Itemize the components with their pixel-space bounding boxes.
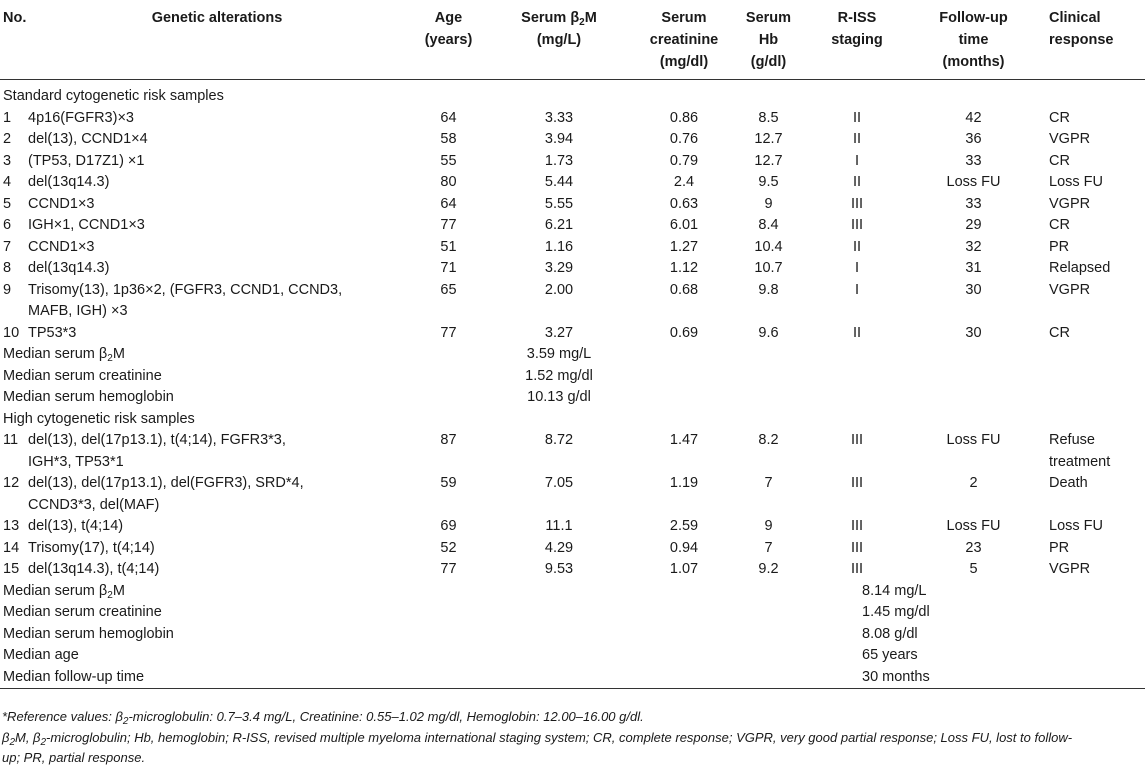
cell-response: VGPR [1049, 281, 1091, 298]
cell-riss: I [854, 260, 860, 276]
cell-riss: II [852, 238, 862, 255]
cell-riss: II [852, 174, 862, 190]
cell-creatinine: 1.12 [669, 260, 699, 276]
cell-followup: 29 [965, 217, 982, 233]
cell-creatinine: 2.4 [673, 174, 695, 190]
col-header-age: Age (years) [424, 10, 473, 48]
cell-age: 77 [440, 217, 457, 233]
median-value: 8.08 g/dl [862, 625, 918, 642]
cell-followup: 2 [969, 475, 978, 491]
cell-age: 51 [440, 238, 457, 255]
cell-followup: 33 [965, 152, 982, 169]
section-title: High cytogenetic risk samples [3, 410, 195, 427]
cell-no: 11 [3, 432, 19, 448]
median-row [0, 645, 1145, 667]
cell-hb: 9 [764, 518, 773, 534]
table-row [0, 108, 1145, 130]
table-row [0, 538, 1145, 560]
cell-riss: III [850, 518, 864, 534]
cell-riss: I [854, 152, 860, 169]
cell-riss: I [854, 281, 860, 298]
table-row [0, 430, 1145, 473]
cell-riss: III [850, 217, 864, 233]
cell-riss: II [852, 109, 862, 126]
table-row [0, 172, 1145, 194]
header-row [0, 0, 1145, 80]
cell-followup: Loss FU [946, 174, 1001, 190]
cell-hb: 8.4 [758, 217, 779, 233]
median-label: Median serum hemoglobin [3, 389, 174, 405]
cell-followup: 23 [965, 539, 982, 556]
cell-hb: 7 [764, 475, 773, 491]
cell-age: 80 [440, 174, 457, 190]
col-header-riss: R-ISS staging [831, 10, 883, 48]
cell-hb: 8.2 [758, 432, 779, 448]
cell-followup: Loss FU [946, 518, 1001, 534]
cell-creatinine: 2.59 [669, 518, 699, 534]
cell-response: VGPR [1049, 131, 1091, 147]
cell-response: Death [1049, 475, 1088, 491]
cell-creatinine: 0.68 [669, 281, 699, 298]
table-row [0, 280, 1145, 323]
cell-creatinine: 0.86 [669, 109, 699, 126]
cell-riss: II [852, 131, 862, 147]
table-row [0, 151, 1145, 173]
cell-followup: 36 [965, 131, 982, 147]
cell-followup: Loss FU [946, 432, 1001, 448]
table-row [0, 516, 1145, 538]
table-body [0, 80, 1145, 689]
cell-no: 6 [3, 217, 12, 233]
cell-no: 5 [3, 195, 12, 212]
cell-age: 65 [440, 281, 457, 298]
cell-hb: 9.8 [758, 281, 779, 298]
cell-followup: 42 [965, 109, 982, 126]
cell-b2m: 5.44 [544, 174, 574, 190]
cell-followup: 32 [965, 238, 982, 255]
cell-no: 10 [3, 324, 20, 341]
cell-no: 3 [3, 152, 12, 169]
cell-hb: 12.7 [754, 131, 783, 147]
cell-b2m: 3.29 [544, 260, 574, 276]
cell-age: 55 [440, 152, 457, 169]
cell-response: PR [1049, 539, 1070, 556]
footnote-reference-values: *Reference values: $\beta_2$-microglobulin: 0.7–3.4 mg/L, Creatinine: 0.55–1.02 mg/dl, Hemoglobin: 12.00–16.00 g/dl. [2, 709, 644, 727]
cell-response: VGPR [1049, 561, 1091, 577]
cell-response: Refuse treatment [1049, 432, 1111, 470]
cell-no: 12 [3, 475, 20, 491]
cell-riss: III [850, 195, 864, 212]
cell-hb: 9.6 [758, 324, 779, 341]
cell-response: Relapsed [1049, 260, 1111, 276]
col-header-hb: Serum Hb (g/dl) [745, 10, 792, 70]
cell-creatinine: 0.76 [669, 131, 699, 147]
col-header-creatinine: Serum creatinine (mg/dl) [649, 10, 719, 70]
table-row [0, 473, 1145, 516]
median-row [0, 344, 1145, 366]
cell-creatinine: 6.01 [669, 217, 699, 233]
cell-no: 4 [3, 174, 12, 190]
cell-response: CR [1049, 109, 1070, 126]
cell-b2m: 5.55 [544, 195, 574, 212]
cell-no: 15 [3, 561, 20, 577]
median-row [0, 387, 1145, 409]
median-value: 65 years [862, 647, 918, 663]
cell-no: 2 [3, 131, 12, 147]
cell-genetic: del(13), t(4;14) [28, 518, 124, 534]
cell-no: 13 [3, 518, 20, 534]
cell-genetic: del(13), del(17p13.1), t(4;14), FGFR3*3, IGH*3, TP53*1 [28, 432, 286, 470]
cell-b2m: 3.33 [544, 109, 574, 126]
cell-b2m: 1.16 [544, 238, 574, 255]
cell-riss: III [850, 432, 864, 448]
footnote-abbreviations: $\beta_2M$, $\beta_2$-microglobulin; Hb, hemoglobin; R-ISS, revised multiple myeloma international staging system; CR, complete response; VGPR, very good partial response; Loss FU, lost to follow- up; PR, partial response. [2, 730, 1073, 765]
table-row [0, 323, 1145, 345]
cell-age: 77 [440, 561, 457, 577]
cell-no: 8 [3, 260, 12, 276]
cell-genetic: TP53*3 [28, 324, 77, 341]
table-row [0, 237, 1145, 259]
cell-age: 52 [440, 539, 457, 556]
col-header-genetic: Genetic alterations [151, 10, 283, 26]
col-header-followup: Follow-up time (months) [939, 10, 1008, 70]
cell-creatinine: 1.07 [669, 561, 699, 577]
cell-genetic: CCND1×3 [28, 195, 95, 212]
median-row [0, 624, 1145, 646]
cell-b2m: 7.05 [544, 475, 574, 491]
median-row [0, 366, 1145, 388]
cell-genetic: del(13), CCND1×4 [28, 131, 148, 147]
cell-genetic: Trisomy(13), 1p36×2, (FGFR3, CCND1, CCND3, MAFB, IGH) ×3 [28, 281, 343, 319]
cell-response: Loss FU [1049, 174, 1103, 190]
cell-response: CR [1049, 152, 1070, 169]
cell-followup: 33 [965, 195, 982, 212]
median-label: Median follow-up time [3, 668, 145, 685]
cell-hb: 9 [764, 195, 773, 212]
table-bottom-rule [0, 688, 1145, 689]
cell-no: 7 [3, 238, 12, 255]
cell-response: Loss FU [1049, 518, 1103, 534]
cell-no: 14 [3, 539, 20, 556]
median-label: Median serum $\beta_2M$ [3, 582, 125, 601]
cell-age: 64 [440, 109, 457, 126]
cell-creatinine: 0.94 [669, 539, 699, 556]
cell-genetic: del(13q14.3), t(4;14) [28, 561, 160, 577]
cell-age: 58 [440, 131, 457, 147]
cell-age: 59 [440, 475, 457, 491]
cell-response: PR [1049, 238, 1070, 255]
cell-creatinine: 1.19 [669, 475, 699, 491]
cell-genetic: 4p16(FGFR3)×3 [28, 109, 134, 126]
table-row [0, 215, 1145, 237]
section-title-row [0, 409, 1145, 431]
cell-followup: 5 [969, 561, 978, 577]
cell-age: 87 [440, 432, 457, 448]
cell-riss: III [850, 539, 864, 556]
cell-b2m: 3.27 [544, 324, 574, 341]
cell-hb: 8.5 [758, 109, 779, 126]
cell-genetic: CCND1×3 [28, 238, 95, 255]
cell-genetic: del(13), del(17p13.1), del(FGFR3), SRD*4, CCND3*3, del(MAF) [28, 475, 304, 513]
median-row [0, 602, 1145, 624]
table-row [0, 559, 1145, 581]
col-header-response: Clinical response [1049, 10, 1114, 48]
cell-followup: 30 [965, 324, 982, 341]
cell-age: 71 [440, 260, 457, 276]
cell-riss: III [850, 561, 864, 577]
cell-followup: 30 [965, 281, 982, 298]
cell-b2m: 1.73 [544, 152, 574, 169]
median-value: 1.45 mg/dl [862, 604, 930, 620]
median-label: Median serum $\beta_2M$ [3, 346, 125, 364]
median-value: 1.52 mg/dl [525, 367, 593, 384]
cell-hb: 12.7 [754, 152, 783, 169]
col-header-no: No. [3, 10, 27, 26]
cell-creatinine: 1.27 [669, 238, 699, 255]
median-value: 30 months [862, 668, 930, 685]
median-value: 10.13 g/dl [527, 389, 591, 405]
median-value: 8.14 mg/L [862, 582, 927, 599]
cell-b2m: 6.21 [544, 217, 574, 233]
median-label: Median serum creatinine [3, 604, 162, 620]
cell-hb: 9.5 [758, 174, 779, 190]
median-label: Median serum creatinine [3, 367, 162, 384]
cell-creatinine: 0.63 [669, 195, 699, 212]
cell-followup: 31 [965, 260, 982, 276]
cell-hb: 10.7 [754, 260, 783, 276]
table-row [0, 258, 1145, 280]
section-title: Standard cytogenetic risk samples [3, 88, 224, 104]
median-label: Median serum hemoglobin [3, 625, 174, 642]
cell-hb: 10.4 [754, 238, 783, 255]
cell-genetic: del(13q14.3) [28, 260, 110, 276]
cell-genetic: (TP53, D17Z1) ×1 [28, 152, 145, 169]
median-label: Median age [3, 647, 79, 663]
cell-creatinine: 1.47 [669, 432, 699, 448]
cell-response: VGPR [1049, 195, 1091, 212]
median-row [0, 581, 1145, 603]
cell-genetic: del(13q14.3) [28, 174, 110, 190]
cell-b2m: 4.29 [544, 539, 574, 556]
cell-no: 1 [3, 109, 12, 126]
cell-genetic: IGH×1, CCND1×3 [28, 217, 145, 233]
section-title-row [0, 80, 1145, 108]
cell-b2m: 3.94 [544, 131, 574, 147]
table-row [0, 129, 1145, 151]
cell-age: 77 [440, 324, 457, 341]
cell-riss: II [852, 324, 862, 341]
col-header-b2m: Serum $\beta_2M$ (mg/L) [521, 10, 597, 48]
cell-b2m: 9.53 [544, 561, 574, 577]
cell-creatinine: 0.69 [669, 324, 699, 341]
cell-b2m: 2.00 [544, 281, 574, 298]
cell-genetic: Trisomy(17), t(4;14) [28, 539, 155, 556]
cell-age: 64 [440, 195, 457, 212]
cell-hb: 7 [764, 539, 773, 556]
cell-age: 69 [440, 518, 457, 534]
cell-response: CR [1049, 324, 1070, 341]
cell-b2m: 11.1 [545, 518, 573, 534]
cell-creatinine: 0.79 [669, 152, 699, 169]
cell-no: 9 [3, 281, 12, 298]
cell-b2m: 8.72 [544, 432, 574, 448]
cell-hb: 9.2 [758, 561, 779, 577]
median-value: 3.59 mg/L [526, 346, 592, 362]
cell-riss: III [850, 475, 864, 491]
cell-response: CR [1049, 217, 1070, 233]
table-row [0, 194, 1145, 216]
median-row [0, 667, 1145, 689]
